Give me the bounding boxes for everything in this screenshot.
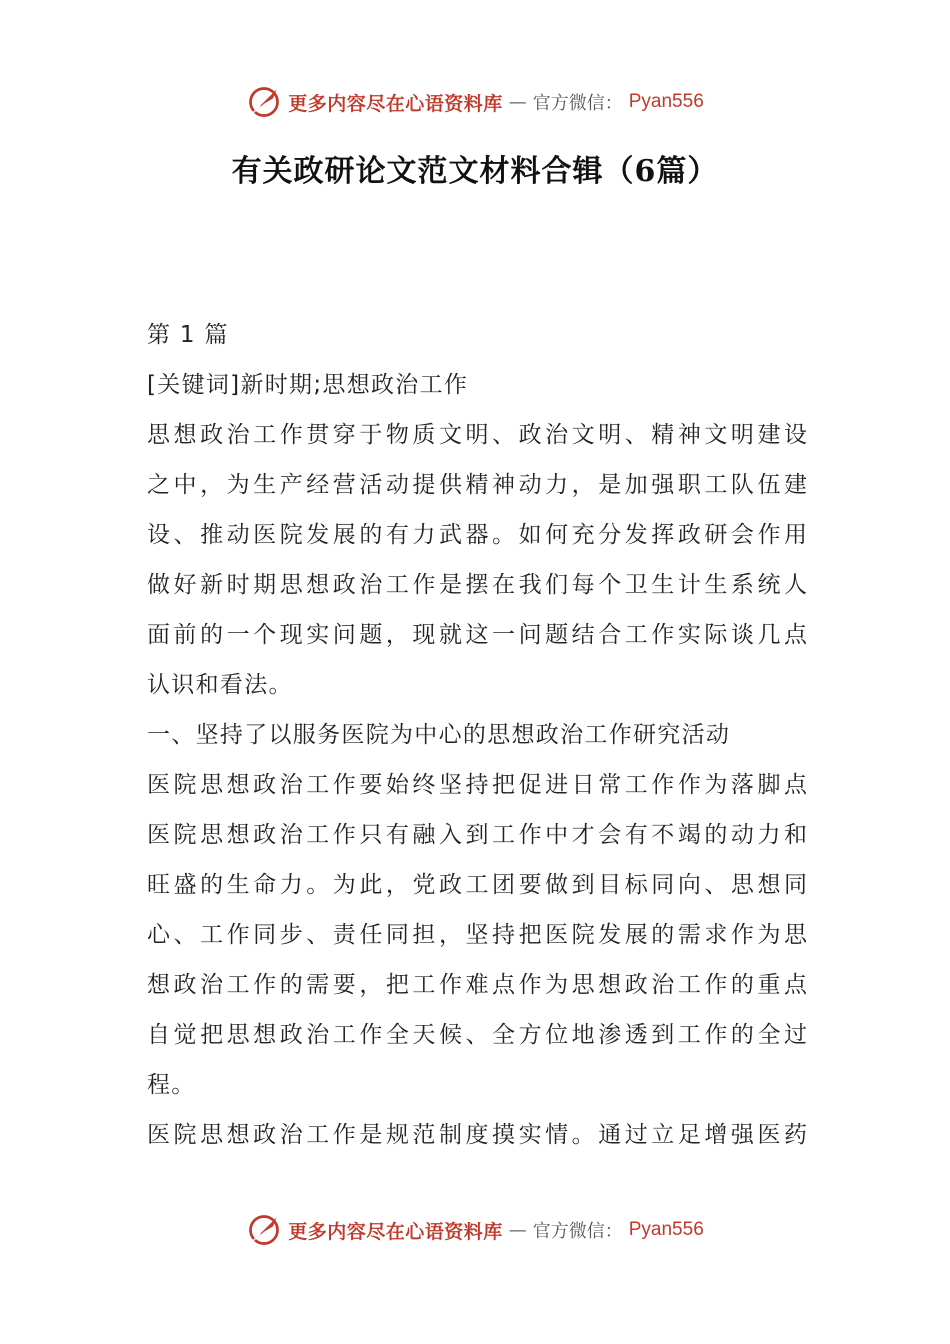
keywords-line: [关键词]新时期;思想政治工作	[147, 372, 469, 398]
quill-logo-icon	[246, 84, 282, 120]
body-line: 之中，为生产经营活动提供精神动力，是加强职工队伍建	[147, 472, 807, 498]
header-wechat-label: 官方微信：	[532, 93, 623, 114]
document-body	[147, 310, 807, 1160]
quill-logo-icon	[246, 1212, 282, 1248]
document-title: 有关政研论文范文材料合辑（6篇）	[231, 154, 719, 189]
header-banner	[0, 82, 950, 122]
footer-separator: —	[508, 1219, 527, 1241]
body-line: 心、工作同步、责任同担，坚持把医院发展的需求作为思	[147, 922, 807, 948]
body-line: 思想政治工作贯穿于物质文明、政治文明、精神文明建设	[147, 422, 807, 448]
header-banner-text: 更多内容尽在心语资料库	[288, 92, 503, 115]
body-line: 医院思想政治工作只有融入到工作中才会有不竭的动力和	[147, 822, 807, 848]
body-line: 设、推动医院发展的有力武器。如何充分发挥政研会作用	[147, 522, 807, 548]
body-line: 面前的一个现实问题，现就这一问题结合工作实际谈几点	[147, 622, 807, 648]
section-heading: 第 1 篇	[147, 322, 229, 348]
body-line: 自觉把思想政治工作全天候、全方位地渗透到工作的全过	[147, 1022, 807, 1048]
header-wechat-id: Pyan556	[628, 91, 704, 112]
footer-banner	[0, 1210, 950, 1250]
header-separator: —	[508, 91, 527, 113]
subheading-line: 一、坚持了以服务医院为中心的思想政治工作研究活动	[147, 722, 731, 748]
body-line: 程。	[147, 1072, 196, 1098]
footer-wechat-label: 官方微信：	[532, 1221, 623, 1242]
body-line: 想政治工作的需要，把工作难点作为思想政治工作的重点	[147, 972, 807, 998]
body-line: 旺盛的生命力。为此，党政工团要做到目标同向、思想同	[147, 872, 807, 898]
footer-wechat-id: Pyan556	[628, 1219, 704, 1240]
body-line: 医院思想政治工作要始终坚持把促进日常工作作为落脚点	[147, 772, 807, 798]
body-line: 认识和看法。	[147, 672, 293, 698]
body-line: 做好新时期思想政治工作是摆在我们每个卫生计生系统人	[147, 572, 807, 598]
body-line: 医院思想政治工作是规范制度摸实情。通过立足增强医药	[147, 1122, 807, 1148]
footer-banner-text: 更多内容尽在心语资料库	[288, 1220, 503, 1243]
